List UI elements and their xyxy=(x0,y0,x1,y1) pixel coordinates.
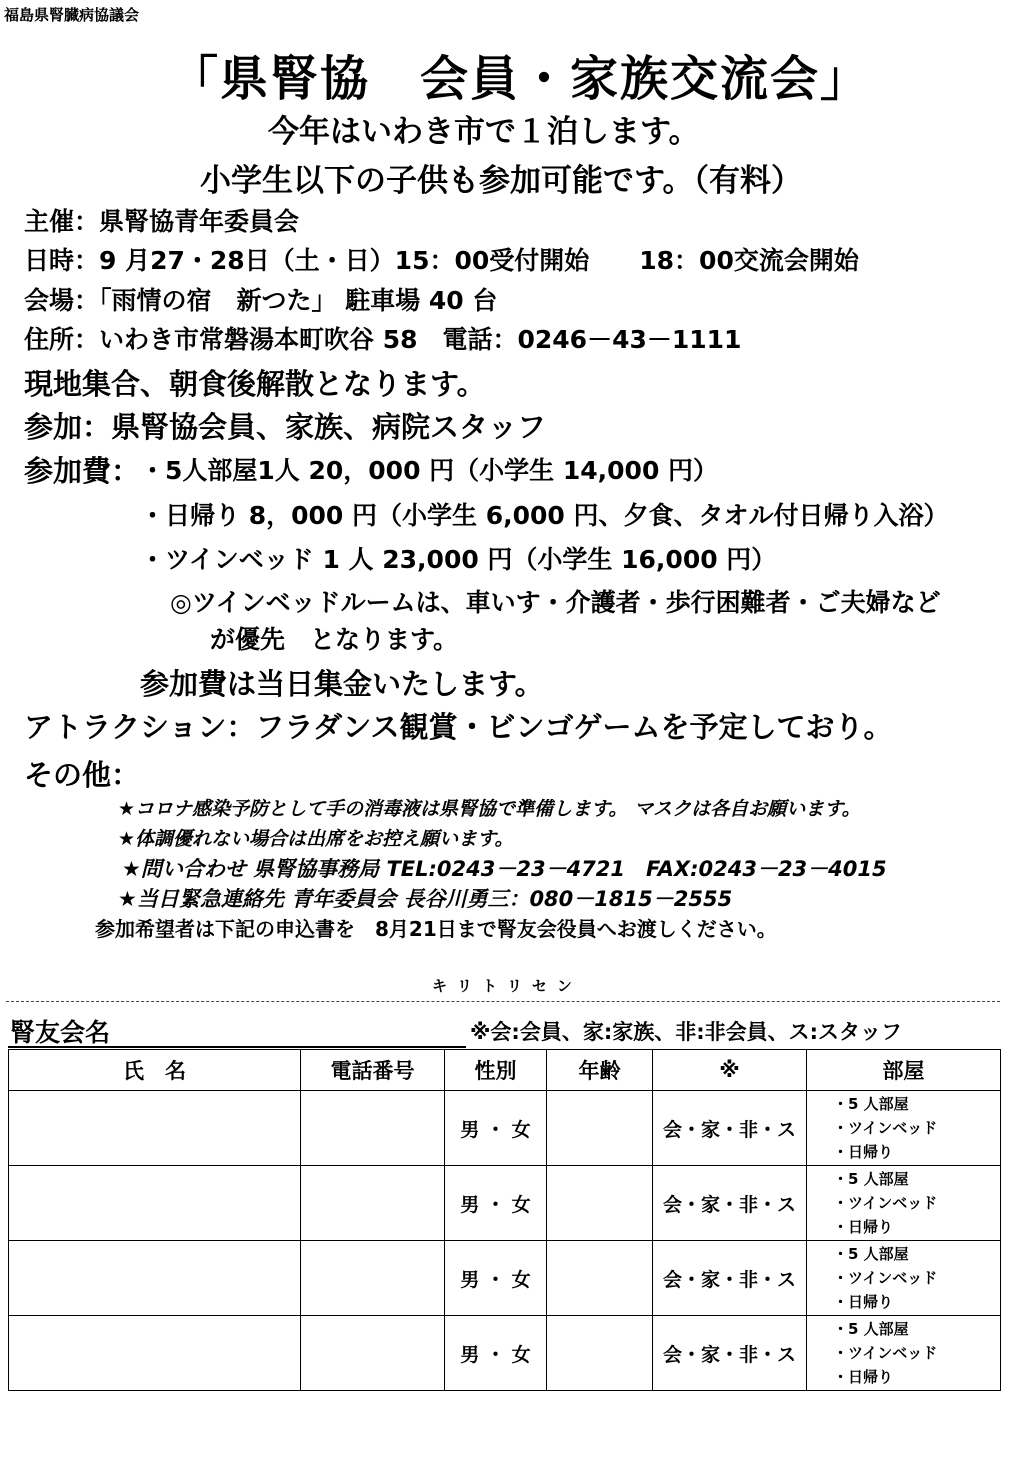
note-sanitizer: ★コロナ感染予防として手の消毒液は県腎協で準備します。 マスクは各自お願います。 xyxy=(118,798,861,820)
participants-line: 参加：県腎協会員、家族、病院スタッフ xyxy=(24,410,547,444)
phone-cell[interactable] xyxy=(301,1166,445,1241)
room-option-day: ・日帰り xyxy=(833,1143,894,1161)
room-option-five: ・5 人部屋 xyxy=(833,1320,909,1338)
status-legend: ※会:会員、家:家族、非:非会員、ス:スタッフ xyxy=(470,1020,903,1044)
organization-name: 福島県腎臓病協議会 xyxy=(4,6,140,24)
age-cell[interactable] xyxy=(547,1091,653,1166)
address-line: 住所：いわき市常磐湯本町吹谷 58 電話：0246－43－1111 xyxy=(24,325,742,354)
room-option-day: ・日帰り xyxy=(833,1293,894,1311)
form-row xyxy=(9,1316,1001,1391)
venue-line: 会場：「雨情の宿 新つた」 駐車場 40 台 xyxy=(24,286,498,315)
room-cell[interactable] xyxy=(807,1091,1001,1166)
form-header-row xyxy=(9,1050,1001,1091)
other-label: その他： xyxy=(24,758,141,792)
twin-priority-note-cont: が優先 となります。 xyxy=(210,625,459,654)
page-title: 「県腎協 会員・家族交流会」 xyxy=(170,51,871,107)
name-cell[interactable] xyxy=(9,1091,301,1166)
age-cell[interactable] xyxy=(547,1241,653,1316)
fee-day-trip: ・日帰り 8，000 円（小学生 6,000 円、夕食、タオル付日帰り入浴） xyxy=(140,501,949,530)
room-cell[interactable] xyxy=(807,1241,1001,1316)
room-option-twin: ・ツインベッド xyxy=(833,1269,938,1287)
room-option-twin: ・ツインベッド xyxy=(833,1119,938,1137)
status-cell[interactable]: 会・家・非・ス xyxy=(653,1316,807,1391)
status-cell[interactable]: 会・家・非・ス xyxy=(653,1091,807,1166)
name-cell[interactable] xyxy=(9,1166,301,1241)
club-name-underline xyxy=(8,1046,466,1048)
fee-twin-bed: ・ツインベッド 1 人 23,000 円（小学生 16,000 円） xyxy=(140,545,777,574)
room-option-five: ・5 人部屋 xyxy=(833,1095,909,1113)
fee-collection-note: 参加費は当日集金いたします。 xyxy=(140,667,544,701)
fee-label: 参加費： xyxy=(24,454,141,488)
room-option-day: ・日帰り xyxy=(833,1368,894,1386)
datetime-line: 日時：9 月27・28日（土・日）15：00受付開始 18：00交流会開始 xyxy=(24,246,859,275)
subtitle-children: 小学生以下の子供も参加可能です。（有料） xyxy=(200,163,803,199)
attraction-line: アトラクション：フラダンス観賞・ビンゴゲームを予定しており。 xyxy=(24,710,893,744)
deadline-notice: 参加希望者は下記の申込書を 8月21日まで腎友会役員へお渡しください。 xyxy=(95,917,777,941)
status-cell[interactable]: 会・家・非・ス xyxy=(653,1166,807,1241)
phone-cell[interactable] xyxy=(301,1091,445,1166)
form-row xyxy=(9,1091,1001,1166)
phone-cell[interactable] xyxy=(301,1241,445,1316)
phone-cell[interactable] xyxy=(301,1316,445,1391)
application-form-table xyxy=(8,1049,1001,1391)
room-option-day: ・日帰り xyxy=(833,1218,894,1236)
note-health: ★体調優れない場合は出席をお控え願います。 xyxy=(118,828,514,850)
name-cell[interactable] xyxy=(9,1316,301,1391)
note-emergency-contact: ★当日緊急連絡先 青年委員会 長谷川勇三：080－1815－2555 xyxy=(118,887,733,911)
fee-five-person-room: ・5人部屋1人 20，000 円（小学生 14,000 円） xyxy=(140,456,719,485)
cut-line-label: キリトリセン xyxy=(432,977,582,995)
header-status: ※ xyxy=(653,1050,807,1091)
gender-cell[interactable]: 男 ・ 女 xyxy=(445,1166,547,1241)
note-inquiry: ★問い合わせ 県腎協事務局 TEL:0243－23－4721 FAX:0243－23－4015 xyxy=(122,857,887,881)
gender-cell[interactable]: 男 ・ 女 xyxy=(445,1316,547,1391)
meeting-line: 現地集合、朝食後解散となります。 xyxy=(24,367,486,401)
gender-cell[interactable]: 男 ・ 女 xyxy=(445,1241,547,1316)
age-cell[interactable] xyxy=(547,1166,653,1241)
room-option-twin: ・ツインベッド xyxy=(833,1344,938,1362)
header-name: 氏 名 xyxy=(9,1050,301,1091)
host-line: 主催：県腎協青年委員会 xyxy=(24,207,300,236)
gender-cell[interactable]: 男 ・ 女 xyxy=(445,1091,547,1166)
club-name-label: 腎友会名 xyxy=(10,1018,111,1047)
room-option-twin: ・ツインベッド xyxy=(833,1194,938,1212)
room-option-five: ・5 人部屋 xyxy=(833,1245,909,1263)
subtitle-overnight: 今年はいわき市で１泊します。 xyxy=(268,114,700,150)
name-cell[interactable] xyxy=(9,1241,301,1316)
header-phone: 電話番号 xyxy=(301,1050,445,1091)
room-cell[interactable] xyxy=(807,1316,1001,1391)
room-cell[interactable] xyxy=(807,1166,1001,1241)
status-cell[interactable]: 会・家・非・ス xyxy=(653,1241,807,1316)
header-age: 年齢 xyxy=(547,1050,653,1091)
header-room: 部屋 xyxy=(807,1050,1001,1091)
twin-priority-note: ◎ツインベッドルームは、車いす・介護者・歩行困難者・ご夫婦など xyxy=(170,588,941,617)
form-row xyxy=(9,1241,1001,1316)
room-option-five: ・5 人部屋 xyxy=(833,1170,909,1188)
cut-dashed-line xyxy=(6,1001,1000,1002)
age-cell[interactable] xyxy=(547,1316,653,1391)
header-gender: 性別 xyxy=(445,1050,547,1091)
form-row xyxy=(9,1166,1001,1241)
